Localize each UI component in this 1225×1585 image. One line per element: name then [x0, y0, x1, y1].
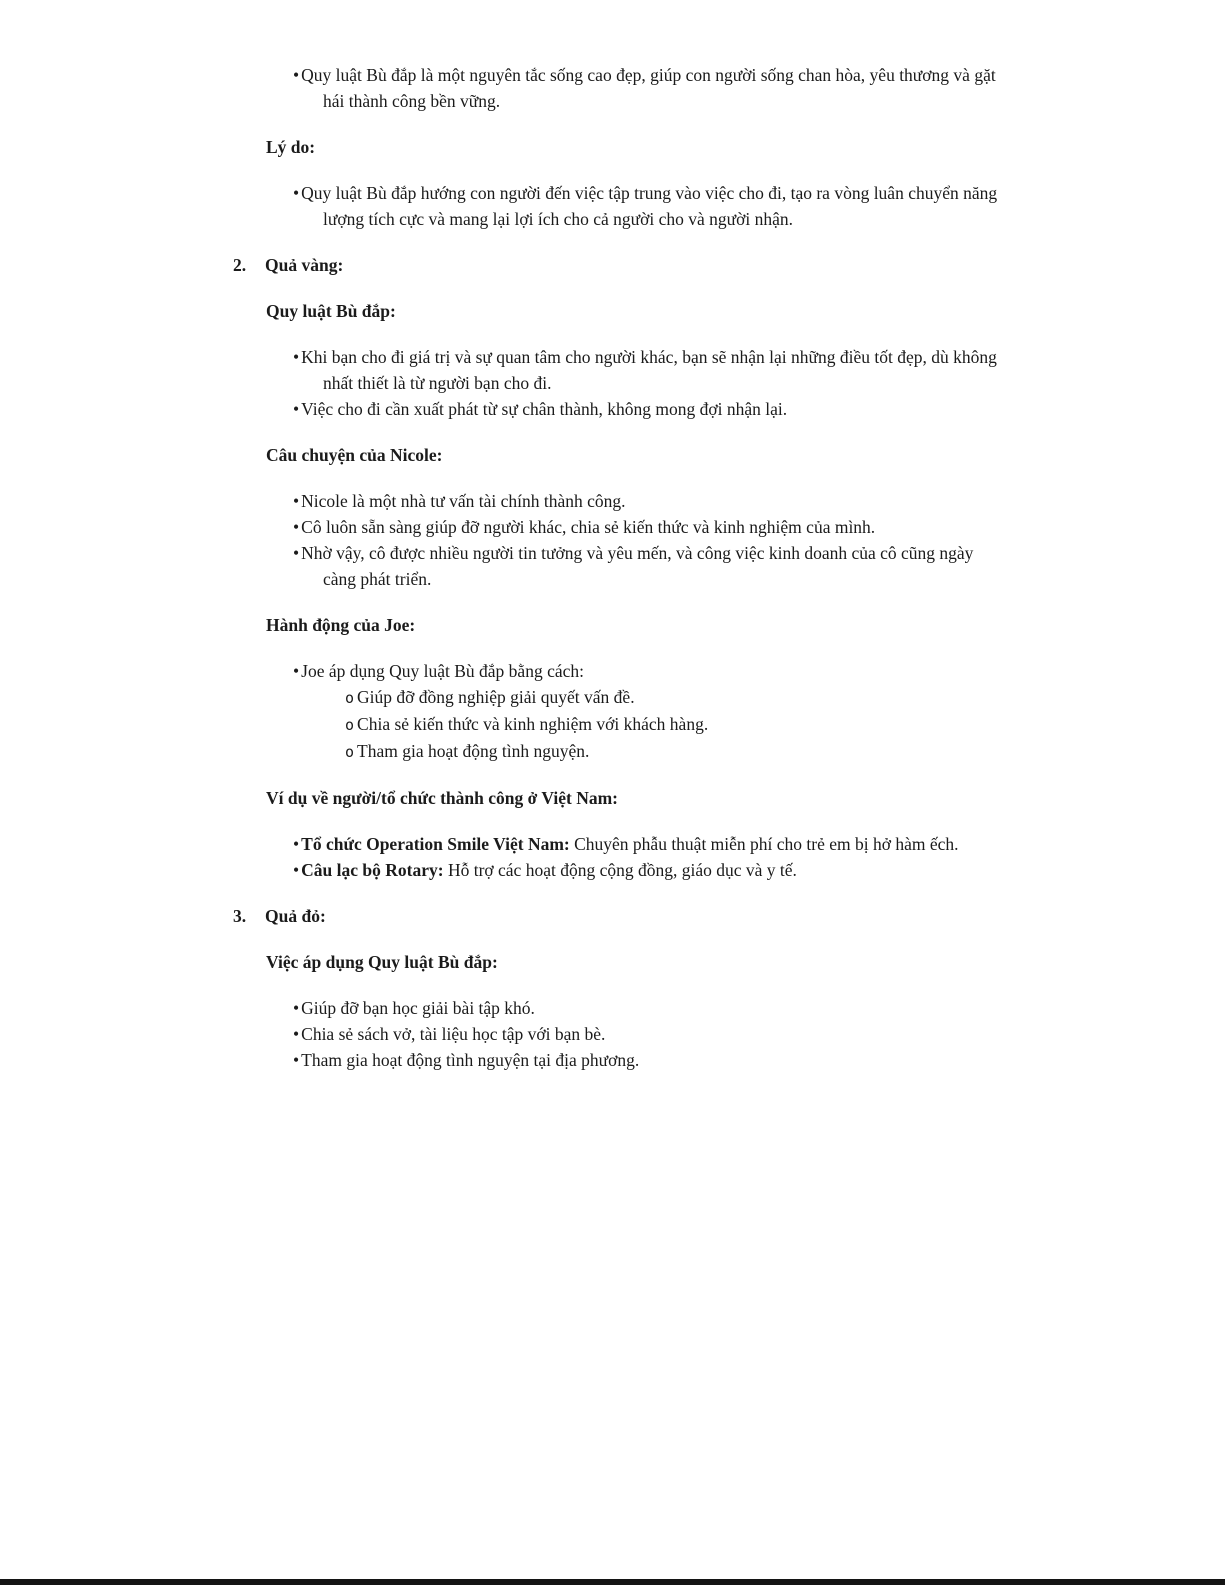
list-item — [293, 1021, 998, 1047]
section-heading-quy-luat-bu-dap: Quy luật Bù đắp: — [266, 301, 396, 321]
section-heading-ly-do: Lý do: — [266, 137, 316, 157]
list-item-bold-lead: Tổ chức Operation Smile Việt Nam: — [301, 834, 570, 854]
list-item-text: Khi bạn cho đi giá trị và sự quan tâm cho người khác, bạn sẽ nhận lại những điều tốt đẹp, dù không nhất thiết là từ người bạn cho đi. — [301, 347, 997, 393]
bullet-icon: • — [293, 860, 300, 880]
bullet-list — [293, 658, 998, 765]
bullet-icon: • — [293, 1024, 300, 1044]
list-item — [293, 488, 998, 514]
list-item — [293, 831, 998, 857]
bullet-icon: • — [293, 1050, 300, 1070]
numbered-heading-qua-vang — [233, 252, 1225, 278]
section-heading-hanh-dong-joe: Hành động của Joe: — [266, 615, 416, 635]
page-bottom-edge — [0, 1579, 1225, 1585]
list-item-text: Chia sẻ kiến thức và kinh nghiệm với khách hàng. — [357, 714, 709, 734]
circle-bullet-icon: o — [345, 716, 355, 734]
list-item-bold-lead: Câu lạc bộ Rotary: — [301, 860, 444, 880]
bullet-icon: • — [293, 399, 300, 419]
list-item — [293, 344, 998, 396]
list-item-text: Tham gia hoạt động tình nguyện tại địa phương. — [301, 1050, 640, 1070]
list-item — [293, 540, 998, 592]
list-item-text: Chuyên phẫu thuật miễn phí cho trẻ em bị hở hàm ếch. — [569, 834, 959, 854]
bullet-icon: • — [293, 543, 300, 563]
list-item — [293, 1047, 998, 1073]
numbered-heading-text: Quả đỏ: — [265, 906, 326, 926]
section-heading-viec-ap-dung: Việc áp dụng Quy luật Bù đắp: — [266, 952, 498, 972]
bullet-icon: • — [293, 491, 300, 511]
bullet-icon: • — [293, 998, 300, 1018]
bullet-icon: • — [293, 65, 300, 85]
bullet-list — [293, 344, 998, 422]
bullet-icon: • — [293, 347, 300, 367]
list-item — [293, 995, 998, 1021]
list-item — [293, 514, 998, 540]
list-item — [293, 62, 998, 114]
section-heading-cau-chuyen-nicole: Câu chuyện của Nicole: — [266, 445, 443, 465]
list-number: 2. — [233, 255, 247, 275]
bullet-icon: • — [293, 183, 300, 203]
sub-list-item — [345, 684, 998, 711]
numbered-heading-text: Quả vàng: — [265, 255, 344, 275]
bullet-list — [293, 488, 998, 592]
circle-bullet-icon: o — [345, 689, 355, 707]
circle-bullet-icon: o — [345, 743, 355, 761]
bullet-icon: • — [293, 517, 300, 537]
list-item-text: Hỗ trợ các hoạt động cộng đồng, giáo dục và y tế. — [443, 860, 797, 880]
list-item — [293, 658, 998, 765]
sub-list-item — [345, 738, 998, 765]
list-item — [293, 857, 998, 883]
bullet-list — [293, 831, 998, 883]
list-number: 3. — [233, 906, 247, 926]
bullet-list — [293, 62, 998, 114]
list-item-text: Giúp đỡ bạn học giải bài tập khó. — [301, 998, 535, 1018]
list-item-text: Chia sẻ sách vở, tài liệu học tập với bạn bè. — [301, 1024, 606, 1044]
list-item — [293, 180, 998, 232]
list-item-text: Cô luôn sẵn sàng giúp đỡ người khác, chia sẻ kiến thức và kinh nghiệm của mình. — [301, 517, 876, 537]
sub-bullet-list — [345, 684, 998, 765]
numbered-heading-qua-do — [233, 903, 1225, 929]
list-item-text: Quy luật Bù đắp hướng con người đến việc tập trung vào việc cho đi, tạo ra vòng luân chuyển năng lượng tích cực và mang lại lợi ích cho cả người cho và người nhận. — [301, 183, 998, 229]
list-item-text: Nicole là một nhà tư vấn tài chính thành công. — [301, 491, 626, 511]
bullet-icon: • — [293, 834, 300, 854]
list-item-text: Quy luật Bù đắp là một nguyên tắc sống cao đẹp, giúp con người sống chan hòa, yêu thương và gặt hái thành công bền vững. — [301, 65, 996, 111]
bullet-list — [293, 180, 998, 232]
bullet-list — [293, 995, 998, 1073]
list-item-text: Tham gia hoạt động tình nguyện. — [357, 741, 590, 761]
section-heading-vi-du: Ví dụ về người/tổ chức thành công ở Việt Nam: — [266, 788, 618, 808]
sub-list-item — [345, 711, 998, 738]
list-item-text: Nhờ vậy, cô được nhiều người tin tưởng và yêu mến, và công việc kinh doanh của cô cũng ngày càng phát triển. — [301, 543, 974, 589]
list-item-text: Việc cho đi cần xuất phát từ sự chân thành, không mong đợi nhận lại. — [301, 399, 788, 419]
list-item-text: Joe áp dụng Quy luật Bù đắp bằng cách: — [301, 661, 584, 681]
bullet-icon: • — [293, 661, 300, 681]
list-item-text: Giúp đỡ đồng nghiệp giải quyết vấn đề. — [357, 687, 635, 707]
list-item — [293, 396, 998, 422]
